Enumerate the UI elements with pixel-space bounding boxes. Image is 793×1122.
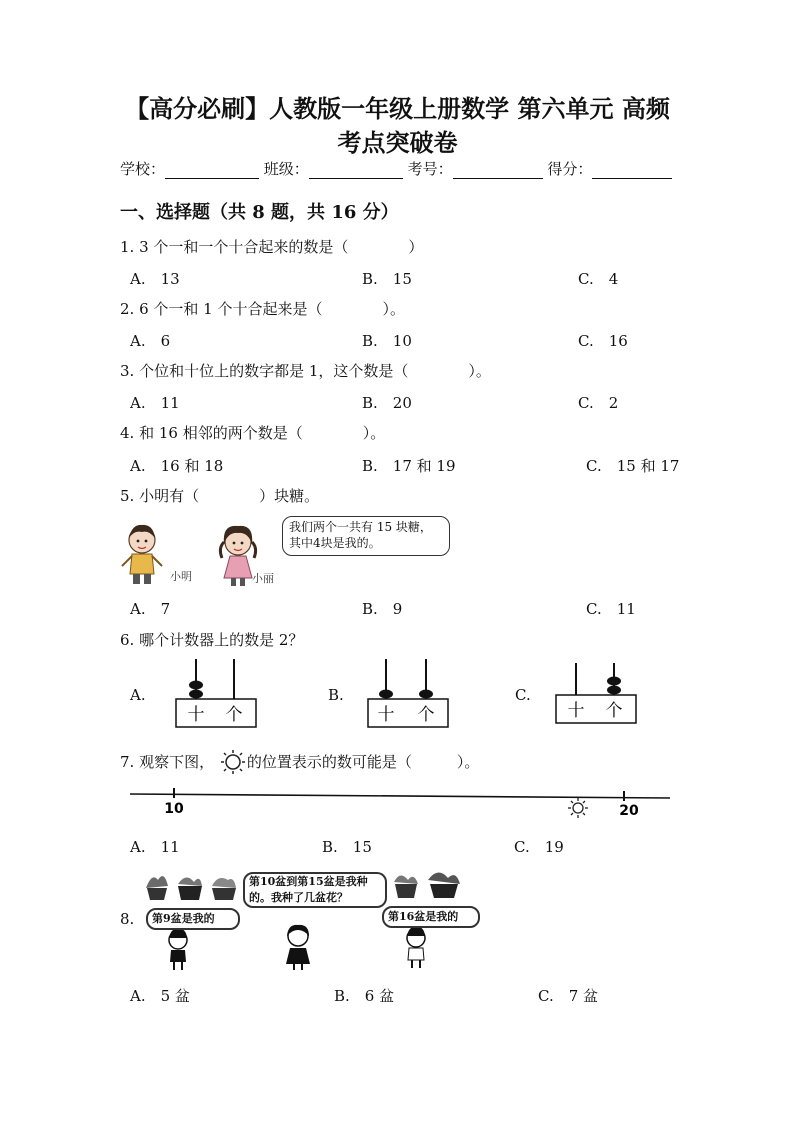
q2-option-a[interactable]: A. 6 — [130, 332, 171, 350]
q6-option-c[interactable]: C. — [515, 686, 531, 704]
q4-option-c[interactable]: C. 15 和 17 — [586, 457, 680, 475]
question-1: 1. 3 个一和一个十合起来的数是（ ） — [120, 238, 424, 256]
class-blank[interactable] — [309, 162, 403, 179]
flower-pots-right — [394, 872, 460, 898]
school-label: 学校： — [120, 160, 166, 178]
abacus-b-ones-label: 个 — [417, 705, 435, 725]
flower-pots-left — [146, 876, 236, 900]
abacus-b-ones-beads — [419, 690, 433, 699]
exam-no-label: 考号： — [407, 160, 453, 178]
right-child-figure — [407, 927, 425, 968]
section-heading: 一、选择题（共 8 题，共 16 分） — [120, 202, 399, 223]
page-title — [110, 92, 685, 160]
q5-option-b[interactable]: B. 9 — [362, 600, 403, 618]
question-7 — [120, 749, 479, 775]
title-line-1: 【高分必刷】人教版一年级上册数学 第六单元 高频 — [125, 94, 670, 123]
abacus-c-ones-label: 个 — [605, 701, 623, 721]
q7-text-before: 7. 观察下图， — [120, 753, 215, 771]
sun-icon — [219, 749, 247, 775]
abacus-c-tens-label: 十 — [567, 701, 585, 721]
q8-right-bubble: 第16盆是我的 — [382, 906, 480, 928]
abacus-bead — [379, 690, 393, 699]
abacus-b-tens-beads — [379, 690, 393, 699]
q5-option-c[interactable]: C. 11 — [586, 600, 636, 618]
exam-no-blank[interactable] — [453, 162, 543, 179]
question-2: 2. 6 个一和 1 个十合起来是（ ）。 — [120, 300, 405, 318]
q2-option-c[interactable]: C. 16 — [578, 332, 628, 350]
middle-child-figure — [286, 925, 310, 970]
abacus-bead — [419, 690, 433, 699]
q7-option-a[interactable]: A. 11 — [130, 838, 180, 856]
abacus-a-ones-label: 个 — [225, 705, 243, 725]
q5-illustration — [118, 512, 288, 588]
girl-name: 小丽 — [252, 572, 274, 585]
girl-figure — [220, 526, 255, 586]
q6-option-a[interactable]: A. — [130, 686, 146, 704]
question-8-number: 8. — [120, 910, 135, 928]
q3-option-c[interactable]: C. 2 — [578, 394, 619, 412]
q5-option-a[interactable]: A. 7 — [130, 600, 171, 618]
left-child-figure — [169, 929, 187, 970]
q8-option-c[interactable]: C. 7 盆 — [538, 987, 599, 1005]
boy-figure — [122, 525, 162, 584]
q7-text-after: 的位置表示的数可能是（ ）。 — [246, 753, 480, 771]
abacus-c[interactable] — [550, 655, 640, 730]
q8-option-b[interactable]: B. 6 盆 — [334, 987, 395, 1005]
abacus-b-tens-label: 十 — [377, 705, 395, 725]
class-label: 班级： — [263, 160, 309, 178]
q8-option-a[interactable]: A. 5 盆 — [130, 987, 190, 1005]
abacus-a-tens-label: 十 — [187, 705, 205, 725]
question-4: 4. 和 16 相邻的两个数是（ ）。 — [120, 424, 386, 442]
abacus-a[interactable] — [170, 655, 260, 730]
number-line-label-start: 10 — [164, 801, 184, 817]
q7-number-line — [128, 782, 673, 818]
question-5: 5. 小明有（ ）块糖。 — [120, 487, 320, 505]
q3-option-b[interactable]: B. 20 — [362, 394, 412, 412]
abacus-a-tens-beads — [189, 681, 203, 699]
q2-option-b[interactable]: B. 10 — [362, 332, 412, 350]
q3-option-a[interactable]: A. 11 — [130, 394, 180, 412]
abacus-bead — [189, 681, 203, 690]
question-6: 6. 哪个计数器上的数是 2？ — [120, 631, 304, 649]
q1-option-c[interactable]: C. 4 — [578, 270, 619, 288]
q6-option-b[interactable]: B. — [328, 686, 344, 704]
q4-option-b[interactable]: B. 17 和 19 — [362, 457, 456, 475]
number-line-label-end: 20 — [619, 803, 639, 818]
title-line-2: 考点突破卷 — [337, 128, 458, 157]
abacus-bead — [607, 686, 621, 695]
abacus-bead — [189, 690, 203, 699]
boy-name: 小明 — [170, 570, 192, 583]
q7-option-b[interactable]: B. 15 — [322, 838, 372, 856]
abacus-b[interactable] — [362, 655, 452, 730]
q5-speech-bubble: 我们两个一共有 15 块糖，其中4块是我的。 — [282, 516, 450, 556]
score-blank[interactable] — [592, 162, 672, 179]
number-line-sun-icon — [568, 798, 588, 818]
abacus-bead — [607, 677, 621, 686]
student-info-row — [120, 158, 680, 179]
question-3: 3. 个位和十位上的数字都是 1，这个数是（ ）。 — [120, 362, 491, 380]
q8-left-bubble: 第9盆是我的 — [146, 908, 240, 930]
abacus-c-ones-beads — [607, 677, 621, 695]
school-blank[interactable] — [165, 162, 259, 179]
q7-option-c[interactable]: C. 19 — [514, 838, 564, 856]
q1-option-b[interactable]: B. 15 — [362, 270, 412, 288]
q4-option-a[interactable]: A. 16 和 18 — [130, 457, 224, 475]
q1-option-a[interactable]: A. 13 — [130, 270, 180, 288]
q8-middle-bubble: 第10盆到第15盆是我种的。我种了几盆花？ — [243, 872, 387, 908]
score-label: 得分： — [547, 160, 593, 178]
